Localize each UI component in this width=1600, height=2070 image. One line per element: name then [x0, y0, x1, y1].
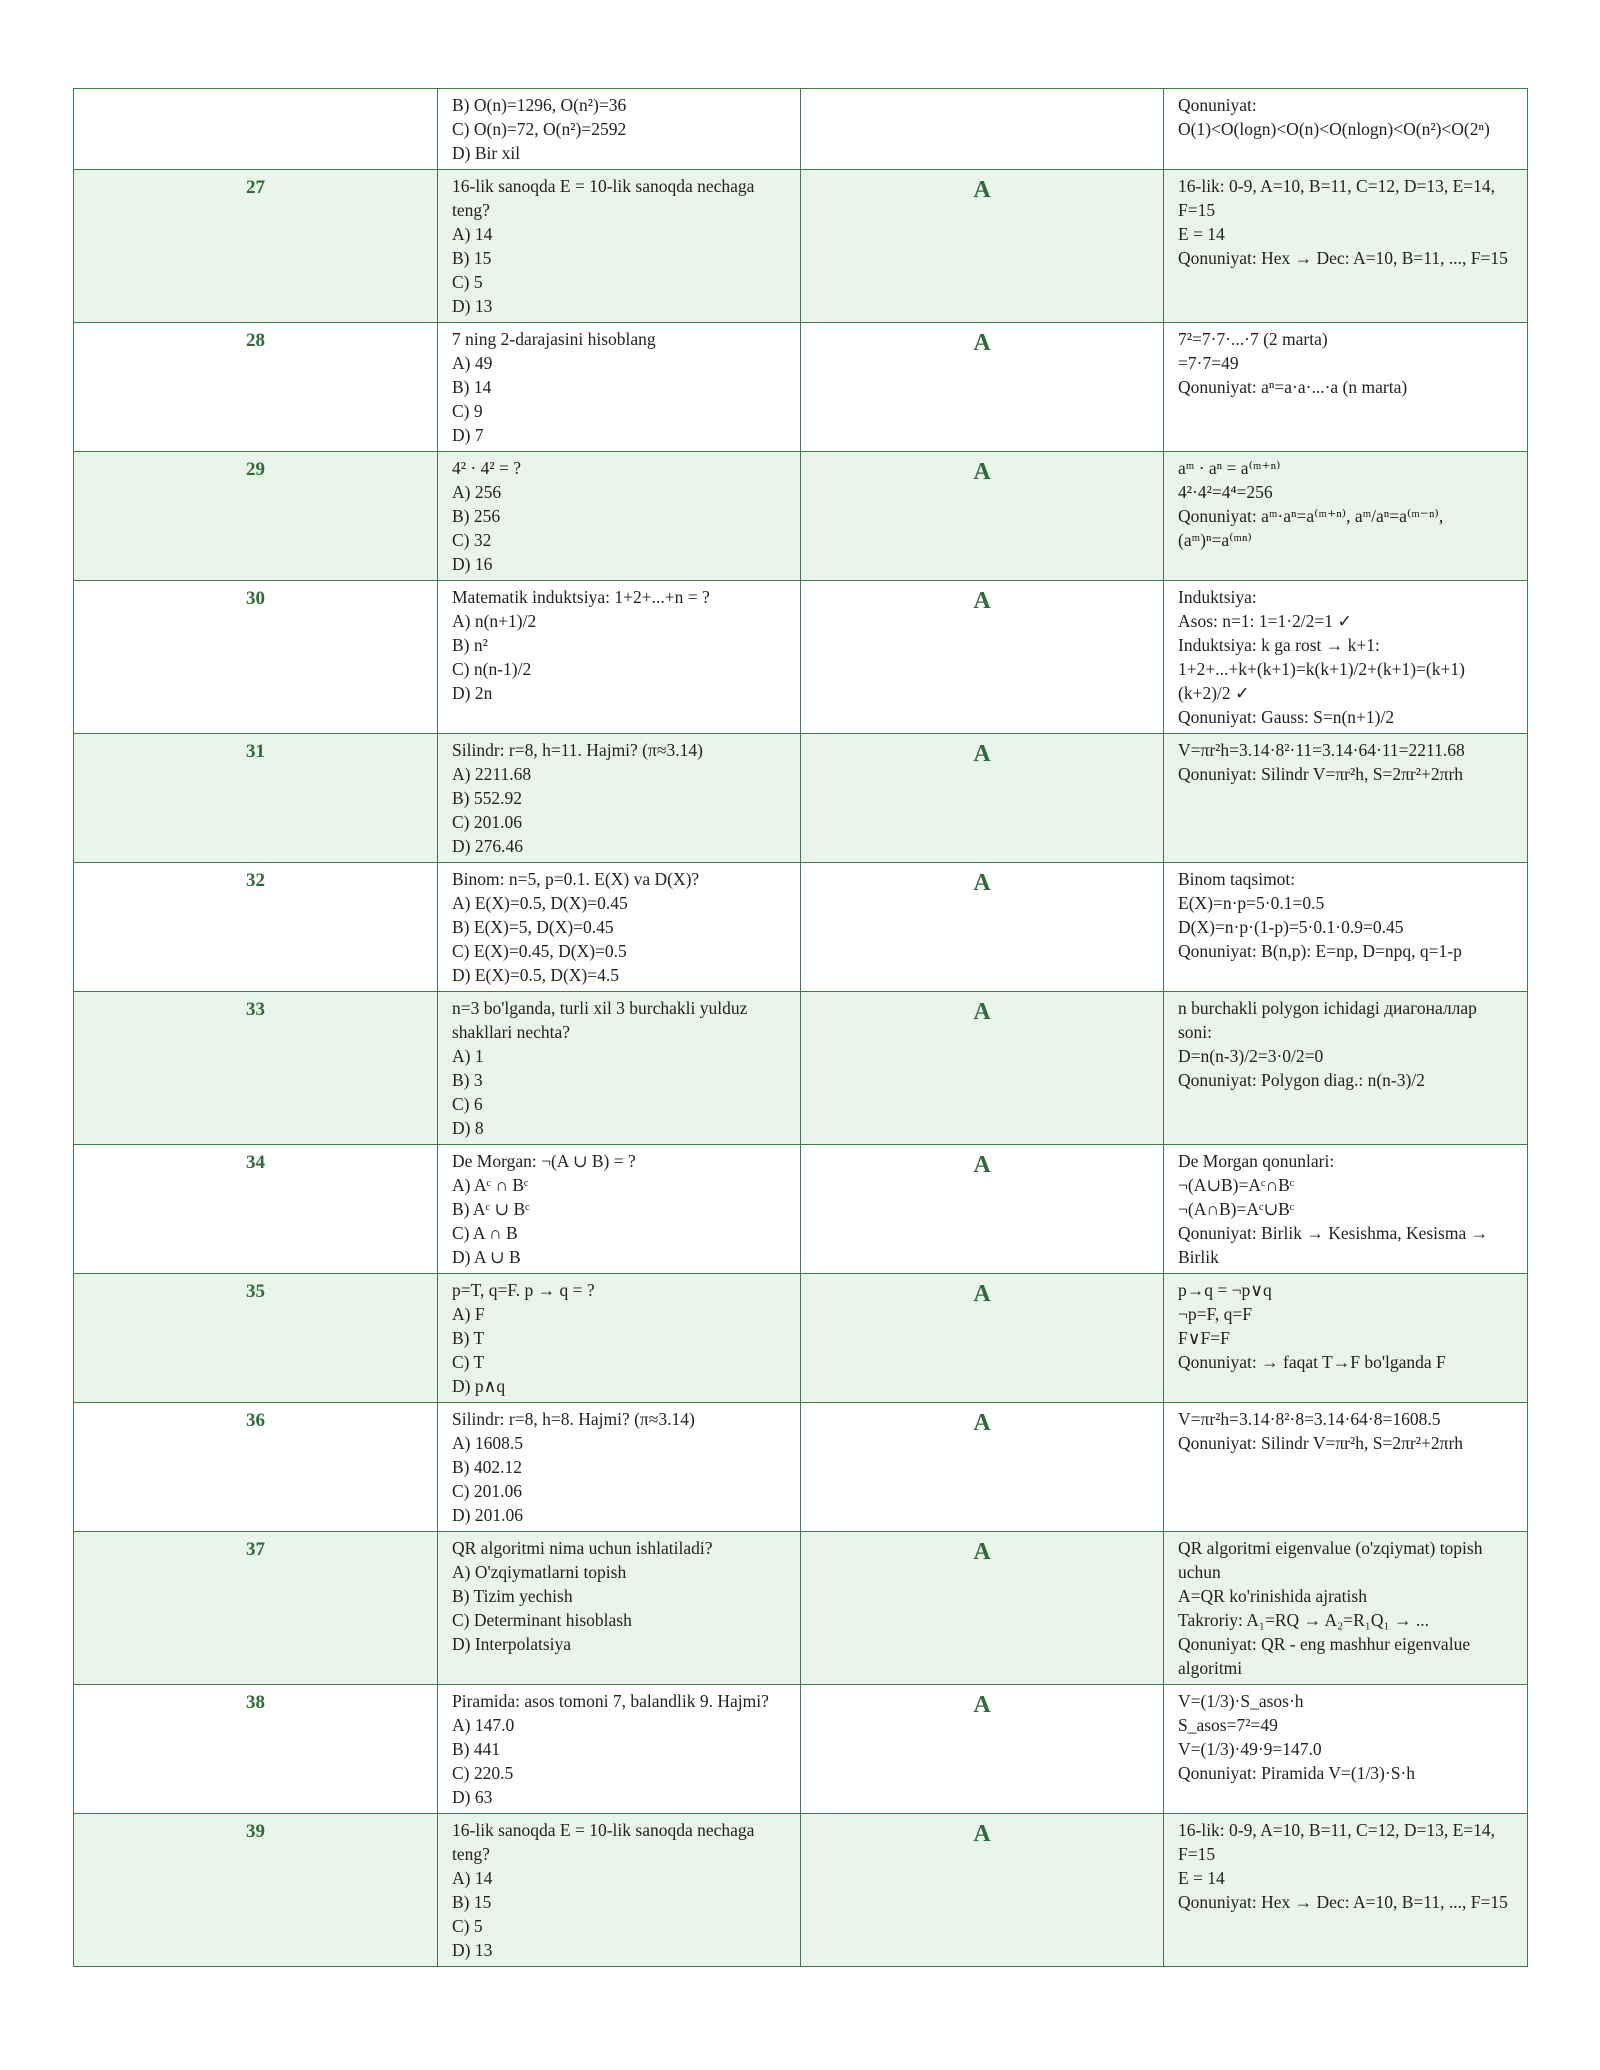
question-cell	[438, 170, 801, 323]
question-cell	[438, 1814, 801, 1967]
correct-answer: A	[801, 734, 1164, 863]
answer-option: B) E(X)=5, D(X)=0.45	[452, 917, 614, 937]
explanation-line: Qonuniyat: QR - eng mashhur eigenvalue algoritmi	[1178, 1634, 1475, 1678]
question-text: 4² · 4² = ?	[452, 458, 521, 478]
explanation-line: Qonuniyat: Silindr V=πr²h, S=2πr²+2πrh	[1178, 1433, 1464, 1453]
answer-option: D) 8	[452, 1118, 484, 1138]
answer-option: B) 3	[452, 1070, 483, 1090]
question-number: 32	[74, 863, 438, 992]
correct-answer	[801, 89, 1164, 170]
explanation-line: Induktsiya: k ga rost → k+1:	[1178, 635, 1380, 655]
explanation-cell	[1164, 89, 1528, 170]
correct-answer: A	[801, 452, 1164, 581]
explanation-cell	[1164, 1403, 1528, 1532]
explanation-line: D=n(n-3)/2=3·0/2=0	[1178, 1046, 1324, 1066]
answer-option: D) 201.06	[452, 1505, 523, 1525]
explanation-line: Takroriy: A₁=RQ → A₂=R₁Q₁ → ...	[1178, 1610, 1429, 1630]
answer-option: D) E(X)=0.5, D(X)=4.5	[452, 965, 619, 985]
answer-option: C) 32	[452, 530, 492, 550]
answer-option: A) 147.0	[452, 1715, 515, 1735]
correct-answer: A	[801, 1532, 1164, 1685]
answer-option: B) 441	[452, 1739, 501, 1759]
question-cell	[438, 992, 801, 1145]
question-cell	[438, 1274, 801, 1403]
table-row	[74, 581, 1528, 734]
explanation-line: Qonuniyat: Silindr V=πr²h, S=2πr²+2πrh	[1178, 764, 1464, 784]
answer-option: B) Tizim yechish	[452, 1586, 573, 1606]
question-number: 34	[74, 1145, 438, 1274]
explanation-line: Binom taqsimot:	[1178, 869, 1296, 889]
explanation-cell	[1164, 1814, 1528, 1967]
table-row	[74, 170, 1528, 323]
answer-option: A) 1	[452, 1046, 484, 1066]
table-row	[74, 452, 1528, 581]
question-number: 29	[74, 452, 438, 581]
table-row	[74, 1814, 1528, 1967]
answer-option: C) Determinant hisoblash	[452, 1610, 632, 1630]
question-cell	[438, 452, 801, 581]
explanation-line: Qonuniyat: Hex → Dec: A=10, B=11, ..., F=15	[1178, 248, 1508, 268]
question-text: Silindr: r=8, h=8. Hajmi? (π≈3.14)	[452, 1409, 695, 1429]
question-number: 37	[74, 1532, 438, 1685]
answer-option: A) E(X)=0.5, D(X)=0.45	[452, 893, 628, 913]
explanation-cell	[1164, 992, 1528, 1145]
question-text: 16-lik sanoqda E = 10-lik sanoqda nechaga teng?	[452, 176, 759, 220]
explanation-line: Qonuniyat: aᵐ·aⁿ=a⁽ᵐ⁺ⁿ⁾, aᵐ/aⁿ=a⁽ᵐ⁻ⁿ⁾, (aᵐ)ⁿ=a⁽ᵐⁿ⁾	[1178, 506, 1448, 550]
answer-option: D) A ∪ B	[452, 1247, 521, 1267]
answer-option: D) Bir xil	[452, 143, 521, 163]
question-number: 30	[74, 581, 438, 734]
correct-answer: A	[801, 1145, 1164, 1274]
explanation-line: ¬(A∪B)=Aᶜ∩Bᶜ	[1178, 1175, 1295, 1195]
answer-option: B) 14	[452, 377, 492, 397]
explanation-line: aᵐ · aⁿ = a⁽ᵐ⁺ⁿ⁾	[1178, 458, 1281, 478]
explanation-cell	[1164, 734, 1528, 863]
answer-option: C) 5	[452, 272, 483, 292]
question-cell	[438, 1145, 801, 1274]
explanation-cell	[1164, 1274, 1528, 1403]
answer-option: C) 220.5	[452, 1763, 514, 1783]
answer-option: B) 15	[452, 248, 492, 268]
answers-table	[73, 88, 1528, 1967]
question-text: QR algoritmi nima uchun ishlatiladi?	[452, 1538, 713, 1558]
answer-option: B) Aᶜ ∪ Bᶜ	[452, 1199, 530, 1219]
explanation-line: QR algoritmi eigenvalue (o'zqiymat) topish uchun	[1178, 1538, 1487, 1582]
table-row	[74, 863, 1528, 992]
explanation-cell	[1164, 170, 1528, 323]
question-number: 35	[74, 1274, 438, 1403]
correct-answer: A	[801, 992, 1164, 1145]
explanation-line: p→q = ¬p∨q	[1178, 1280, 1272, 1300]
question-cell	[438, 734, 801, 863]
answer-option: A) 49	[452, 353, 493, 373]
explanation-cell	[1164, 1145, 1528, 1274]
explanation-line: Qonuniyat: Gauss: S=n(n+1)/2	[1178, 707, 1395, 727]
question-cell	[438, 863, 801, 992]
table-row	[74, 992, 1528, 1145]
table-row	[74, 323, 1528, 452]
answer-option: C) 5	[452, 1916, 483, 1936]
explanation-line: n burchakli polygon ichidagi диагоналлар soni:	[1178, 998, 1482, 1042]
explanation-line: D(X)=n·p·(1-p)=5·0.1·0.9=0.45	[1178, 917, 1404, 937]
explanation-line: Asos: n=1: 1=1·2/2=1 ✓	[1178, 611, 1353, 631]
answer-option: B) T	[452, 1328, 485, 1348]
answer-option: D) Interpolatsiya	[452, 1634, 572, 1654]
question-text: p=T, q=F. p → q = ?	[452, 1280, 595, 1300]
question-text: Binom: n=5, p=0.1. E(X) va D(X)?	[452, 869, 700, 889]
table-row	[74, 1403, 1528, 1532]
explanation-line: Qonuniyat: Polygon diag.: n(n-3)/2	[1178, 1070, 1425, 1090]
explanation-line: Qonuniyat: Hex → Dec: A=10, B=11, ..., F=15	[1178, 1892, 1508, 1912]
answer-option: B) 402.12	[452, 1457, 522, 1477]
answer-option: B) 15	[452, 1892, 492, 1912]
explanation-line: V=πr²h=3.14·8²·11=3.14·64·11=2211.68	[1178, 740, 1465, 760]
correct-answer: A	[801, 1685, 1164, 1814]
explanation-line: Induktsiya:	[1178, 587, 1257, 607]
answer-option: C) A ∩ B	[452, 1223, 518, 1243]
explanation-line: F∨F=F	[1178, 1328, 1230, 1348]
table-row	[74, 1145, 1528, 1274]
explanation-cell	[1164, 323, 1528, 452]
question-text: 16-lik sanoqda E = 10-lik sanoqda nechaga teng?	[452, 1820, 759, 1864]
explanation-line: De Morgan qonunlari:	[1178, 1151, 1335, 1171]
explanation-cell	[1164, 1532, 1528, 1685]
answer-option: B) 256	[452, 506, 501, 526]
explanation-line: A=QR ko'rinishida ajratish	[1178, 1586, 1367, 1606]
question-number: 28	[74, 323, 438, 452]
question-text: n=3 bo'lganda, turli xil 3 burchakli yulduz shakllari nechta?	[452, 998, 752, 1042]
answer-option: B) n²	[452, 635, 488, 655]
explanation-line: Qonuniyat: aⁿ=a·a·...·a (n marta)	[1178, 377, 1408, 397]
answer-option: A) 256	[452, 482, 502, 502]
explanation-line: E = 14	[1178, 1868, 1225, 1888]
answer-option: B) 552.92	[452, 788, 522, 808]
correct-answer: A	[801, 581, 1164, 734]
table-row	[74, 1685, 1528, 1814]
explanation-line: Qonuniyat: → faqat T→F bo'lganda F	[1178, 1352, 1446, 1372]
correct-answer: A	[801, 1814, 1164, 1967]
question-cell	[438, 1685, 801, 1814]
explanation-line: 4²·4²=4⁴=256	[1178, 482, 1273, 502]
question-text: Matematik induktsiya: 1+2+...+n = ?	[452, 587, 710, 607]
explanation-line: 7²=7·7·...·7 (2 marta)	[1178, 329, 1328, 349]
answer-option: C) n(n-1)/2	[452, 659, 532, 679]
explanation-line: E = 14	[1178, 224, 1225, 244]
answer-option: D) 63	[452, 1787, 493, 1807]
question-cell	[438, 1532, 801, 1685]
answer-option: C) 9	[452, 401, 483, 421]
answer-option: D) 13	[452, 1940, 493, 1960]
question-text: Piramida: asos tomoni 7, balandlik 9. Hajmi?	[452, 1691, 769, 1711]
correct-answer: A	[801, 1403, 1164, 1532]
question-number: 39	[74, 1814, 438, 1967]
explanation-line: Qonuniyat: B(n,p): E=np, D=npq, q=1-p	[1178, 941, 1462, 961]
explanation-line: Qonuniyat: Birlik → Kesishma, Kesisma → Birlik	[1178, 1223, 1493, 1267]
answer-option: A) O'zqiymatlarni topish	[452, 1562, 627, 1582]
explanation-line: ¬p=F, q=F	[1178, 1304, 1252, 1324]
answer-option: C) 201.06	[452, 1481, 522, 1501]
correct-answer: A	[801, 863, 1164, 992]
answer-option: A) 14	[452, 1868, 493, 1888]
question-number: 36	[74, 1403, 438, 1532]
explanation-line: V=(1/3)·S_asos·h	[1178, 1691, 1304, 1711]
explanation-line: E(X)=n·p=5·0.1=0.5	[1178, 893, 1325, 913]
correct-answer: A	[801, 1274, 1164, 1403]
answer-option: D) 16	[452, 554, 493, 574]
question-number: 27	[74, 170, 438, 323]
question-cell	[438, 581, 801, 734]
answer-option: D) 13	[452, 296, 493, 316]
table-row	[74, 1532, 1528, 1685]
question-number: 31	[74, 734, 438, 863]
explanation-line: 1+2+...+k+(k+1)=k(k+1)/2+(k+1)=(k+1)(k+2)/2 ✓	[1178, 659, 1465, 703]
correct-answer: A	[801, 323, 1164, 452]
answer-option: D) 276.46	[452, 836, 523, 856]
answer-option: C) 6	[452, 1094, 483, 1114]
explanation-line: V=πr²h=3.14·8²·8=3.14·64·8=1608.5	[1178, 1409, 1441, 1429]
answer-option: D) 7	[452, 425, 484, 445]
explanation-line: V=(1/3)·49·9=147.0	[1178, 1739, 1322, 1759]
explanation-line: ¬(A∩B)=Aᶜ∪Bᶜ	[1178, 1199, 1295, 1219]
answer-option: C) O(n)=72, O(n²)=2592	[452, 119, 627, 139]
question-text: De Morgan: ¬(A ∪ B) = ?	[452, 1151, 636, 1171]
explanation-line: Qonuniyat: Piramida V=(1/3)·S·h	[1178, 1763, 1416, 1783]
answer-option: A) 2211.68	[452, 764, 532, 784]
question-text: B) O(n)=1296, O(n²)=36	[452, 95, 627, 115]
question-cell	[438, 1403, 801, 1532]
table-row	[74, 734, 1528, 863]
answer-option: A) 1608.5	[452, 1433, 523, 1453]
table-row	[74, 89, 1528, 170]
explanation-cell	[1164, 452, 1528, 581]
question-number: 38	[74, 1685, 438, 1814]
answer-option: C) E(X)=0.45, D(X)=0.5	[452, 941, 627, 961]
question-number	[74, 89, 438, 170]
explanation-cell	[1164, 863, 1528, 992]
explanation-line: =7·7=49	[1178, 353, 1239, 373]
correct-answer: A	[801, 170, 1164, 323]
question-text: Silindr: r=8, h=11. Hajmi? (π≈3.14)	[452, 740, 703, 760]
answer-option: D) p∧q	[452, 1376, 506, 1396]
answer-option: C) T	[452, 1352, 485, 1372]
question-number: 33	[74, 992, 438, 1145]
answer-option: A) Aᶜ ∩ Bᶜ	[452, 1175, 529, 1195]
explanation-line: S_asos=7²=49	[1178, 1715, 1278, 1735]
explanation-cell	[1164, 1685, 1528, 1814]
explanation-line: Qonuniyat:	[1178, 95, 1257, 115]
explanation-cell	[1164, 581, 1528, 734]
answer-option: C) 201.06	[452, 812, 522, 832]
answer-option: A) n(n+1)/2	[452, 611, 537, 631]
question-text: 7 ning 2-darajasini hisoblang	[452, 329, 656, 349]
table-row	[74, 1274, 1528, 1403]
answer-option: A) F	[452, 1304, 485, 1324]
explanation-line: O(1)<O(logn)<O(n)<O(nlogn)<O(n²)<O(2ⁿ)	[1178, 119, 1490, 139]
question-cell	[438, 89, 801, 170]
explanation-line: 16-lik: 0-9, A=10, B=11, C=12, D=13, E=14, F=15	[1178, 1820, 1500, 1864]
answer-option: A) 14	[452, 224, 493, 244]
explanation-line: 16-lik: 0-9, A=10, B=11, C=12, D=13, E=14, F=15	[1178, 176, 1500, 220]
question-cell	[438, 323, 801, 452]
answer-option: D) 2n	[452, 683, 493, 703]
